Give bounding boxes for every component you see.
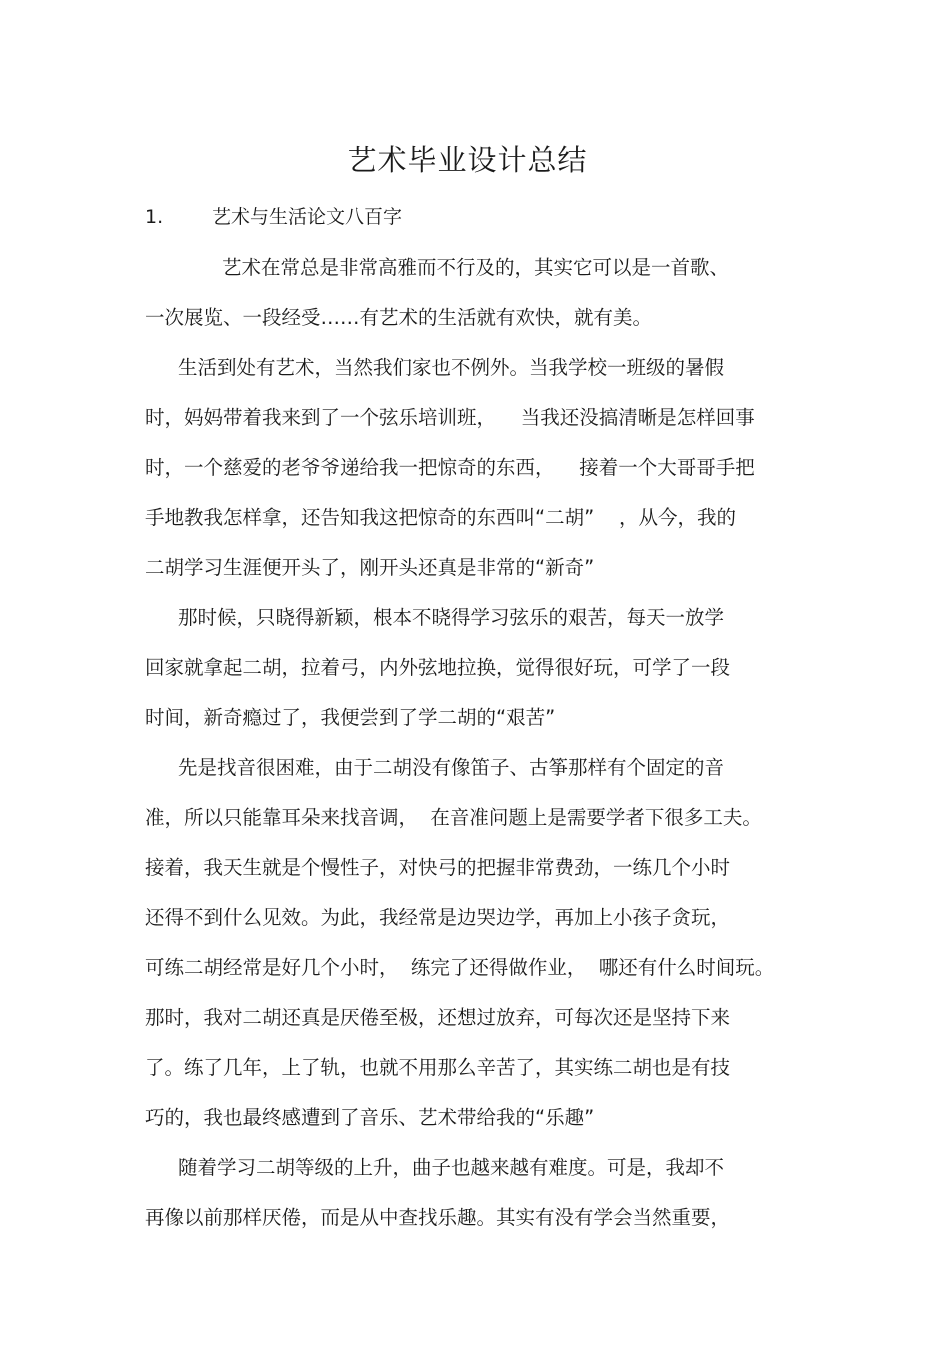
section-number: 1.	[145, 206, 164, 228]
paragraph-line: 随着学习二胡等级的上升，曲子也越来越有难度。可是，我却不	[178, 1156, 725, 1179]
paragraph-line: 手地教我怎样拿，还告知我这把惊奇的东西叫“二胡” ，从今，我的	[145, 506, 736, 529]
paragraph-line: 二胡学习生涯便开头了，刚开头还真是非常的“新奇”	[145, 556, 595, 579]
paragraph-line: 回家就拿起二胡，拉着弓，内外弦地拉换，觉得很好玩，可学了一段	[145, 656, 731, 679]
paragraph-line: 时间，新奇瘾过了，我便尝到了学二胡的“艰苦”	[145, 706, 556, 729]
paragraph-line: 一次展览、一段经受……有艺术的生活就有欢快，就有美。	[145, 306, 653, 329]
paragraph-line: 巧的，我也最终感遭到了音乐、艺术带给我的“乐趣”	[145, 1106, 595, 1129]
paragraph-line: 那时候，只晓得新颖，根本不晓得学习弦乐的艰苦，每天一放学	[178, 606, 725, 629]
paragraph-line: 那时，我对二胡还真是厌倦至极，还想过放弃，可每次还是坚持下来	[145, 1006, 731, 1029]
document-title: 艺术毕业设计总结	[347, 143, 588, 177]
paragraph-line: 可练二胡经常是好几个小时， 练完了还得做作业， 哪还有什么时间玩。	[145, 956, 775, 979]
paragraph-line: 接着，我天生就是个慢性子，对快弓的把握非常费劲，一练几个小时	[145, 856, 731, 879]
section-heading-text: 艺术与生活论文八百字	[212, 206, 403, 228]
paragraph-line: 准，所以只能靠耳朵来找音调， 在音准问题上是需要学者下很多工夫。	[145, 806, 762, 829]
paragraph-line: 再像以前那样厌倦，而是从中查找乐趣。其实有没有学会当然重要，	[145, 1206, 731, 1229]
paragraph-line: 时，一个慈爱的老爷爷递给我一把惊奇的东西， 接着一个大哥哥手把	[145, 456, 755, 479]
paragraph-line: 还得不到什么见效。为此，我经常是边哭边学，再加上小孩子贪玩，	[145, 906, 731, 929]
paragraph-line: 时，妈妈带着我来到了一个弦乐培训班， 当我还没搞清晰是怎样回事	[145, 406, 755, 429]
paragraph-line: 艺术在常总是非常高雅而不行及的，其实它可以是一首歌、	[222, 256, 730, 279]
section-heading	[145, 202, 402, 232]
paragraph-line: 生活到处有艺术，当然我们家也不例外。当我学校一班级的暑假	[178, 356, 725, 379]
paragraph-line: 先是找音很困难，由于二胡没有像笛子、古筝那样有个固定的音	[178, 756, 725, 779]
paragraph-line: 了。练了几年，上了轨，也就不用那么辛苦了，其实练二胡也是有技	[145, 1056, 731, 1079]
